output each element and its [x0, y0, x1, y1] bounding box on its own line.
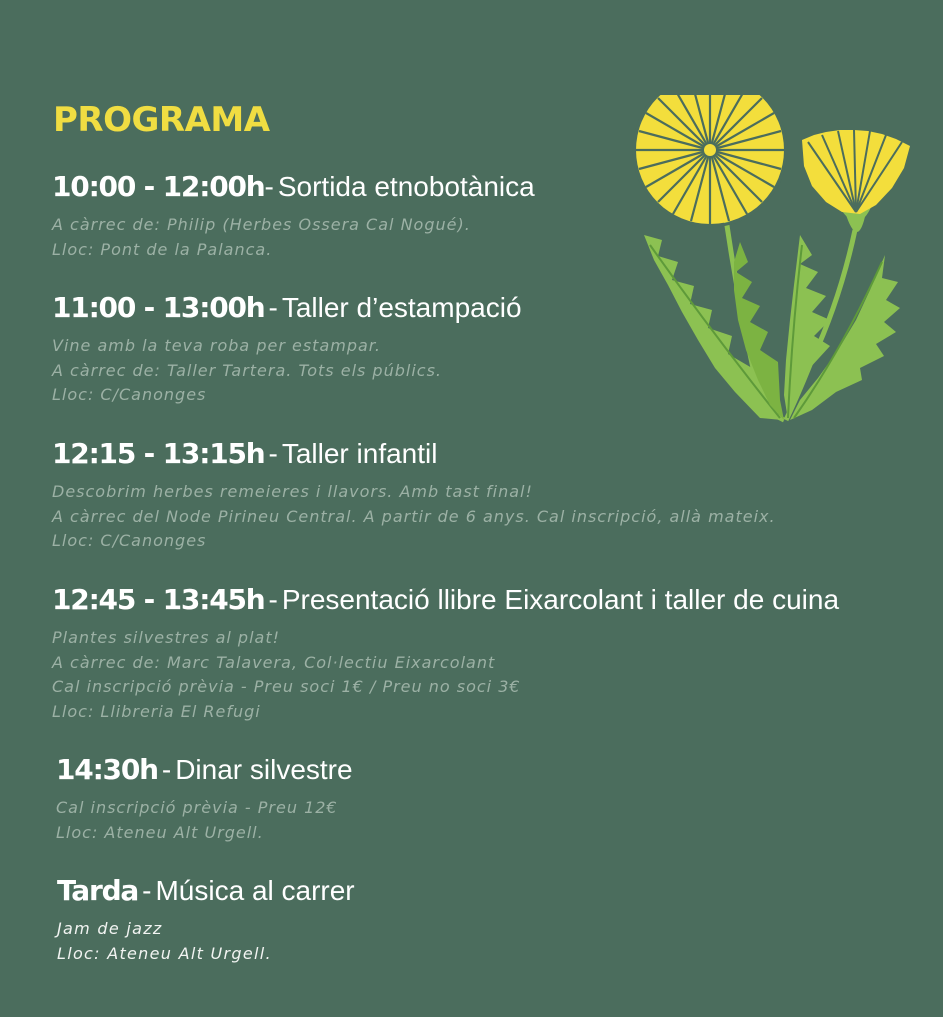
event-time: 12:45 - 13:45h	[52, 583, 265, 616]
event-detail-line: A càrrec del Node Pirineu Central. A partir de 6 anys. Cal inscripció, allà mateix.	[52, 506, 776, 526]
event-heading	[52, 583, 839, 617]
event-name: Taller infantil	[281, 438, 438, 469]
event-details	[52, 213, 535, 262]
event-details	[52, 626, 839, 724]
event-item	[52, 437, 776, 554]
event-detail-line: Lloc: Ateneu Alt Urgell.	[57, 943, 272, 963]
event-time: Tarda	[57, 874, 139, 907]
event-name: Dinar silvestre	[175, 754, 353, 785]
event-heading	[57, 874, 355, 908]
event-name: Presentació llibre Eixarcolant i taller de cuina	[281, 584, 840, 615]
event-detail-line: Cal inscripció prèvia - Preu soci 1€ / Preu no soci 3€	[52, 677, 521, 696]
event-detail-line: Jam de jazz	[57, 919, 163, 938]
event-separator: -	[142, 875, 152, 906]
event-separator: -	[264, 171, 274, 202]
event-time: 10:00 - 12:00h	[52, 170, 265, 203]
event-details	[52, 334, 522, 408]
event-name: Taller d’estampació	[281, 292, 522, 323]
event-detail-line: A càrrec de: Taller Tartera. Tots els públics.	[52, 360, 442, 380]
event-time: 12:15 - 13:15h	[52, 437, 265, 470]
event-item	[56, 753, 353, 845]
event-detail-line: Descobrim herbes remeieres i llavors. Amb tast final!	[52, 482, 533, 501]
event-time: 11:00 - 13:00h	[52, 291, 265, 324]
event-detail-line: A càrrec de: Philip (Herbes Ossera Cal Nogué).	[52, 215, 471, 234]
event-details	[57, 917, 355, 966]
event-separator: -	[268, 584, 278, 615]
event-name: Sortida etnobotànica	[277, 171, 535, 202]
event-details	[52, 480, 776, 554]
event-detail-line: Lloc: Llibreria El Refugi	[52, 701, 261, 721]
event-separator: -	[161, 754, 172, 785]
event-item	[52, 291, 522, 408]
event-details	[56, 796, 353, 845]
event-detail-line: Vine amb la teva roba per estampar.	[52, 336, 381, 355]
page-title: PROGRAMA	[53, 100, 270, 140]
event-item	[52, 170, 535, 262]
event-heading	[52, 437, 776, 471]
event-detail-line: Lloc: C/Canonges	[52, 531, 207, 550]
event-detail-line: Cal inscripció prèvia - Preu 12€	[56, 798, 338, 817]
event-heading	[52, 170, 535, 204]
event-detail-line: Lloc: C/Canonges	[52, 385, 207, 404]
event-detail-line: A càrrec de: Marc Talavera, Col·lectiu Eixarcolant	[52, 652, 496, 672]
event-detail-line: Lloc: Ateneu Alt Urgell.	[56, 822, 264, 842]
event-item	[52, 583, 839, 724]
event-heading	[56, 753, 353, 787]
event-heading	[52, 291, 522, 325]
dandelion-icon	[630, 95, 920, 430]
event-name: Música al carrer	[155, 875, 355, 906]
event-separator: -	[268, 438, 278, 469]
event-detail-line: Plantes silvestres al plat!	[52, 628, 280, 647]
event-detail-line: Lloc: Pont de la Palanca.	[52, 239, 273, 259]
event-separator: -	[268, 292, 278, 323]
event-item	[57, 874, 355, 966]
event-time: 14:30h	[56, 753, 158, 786]
